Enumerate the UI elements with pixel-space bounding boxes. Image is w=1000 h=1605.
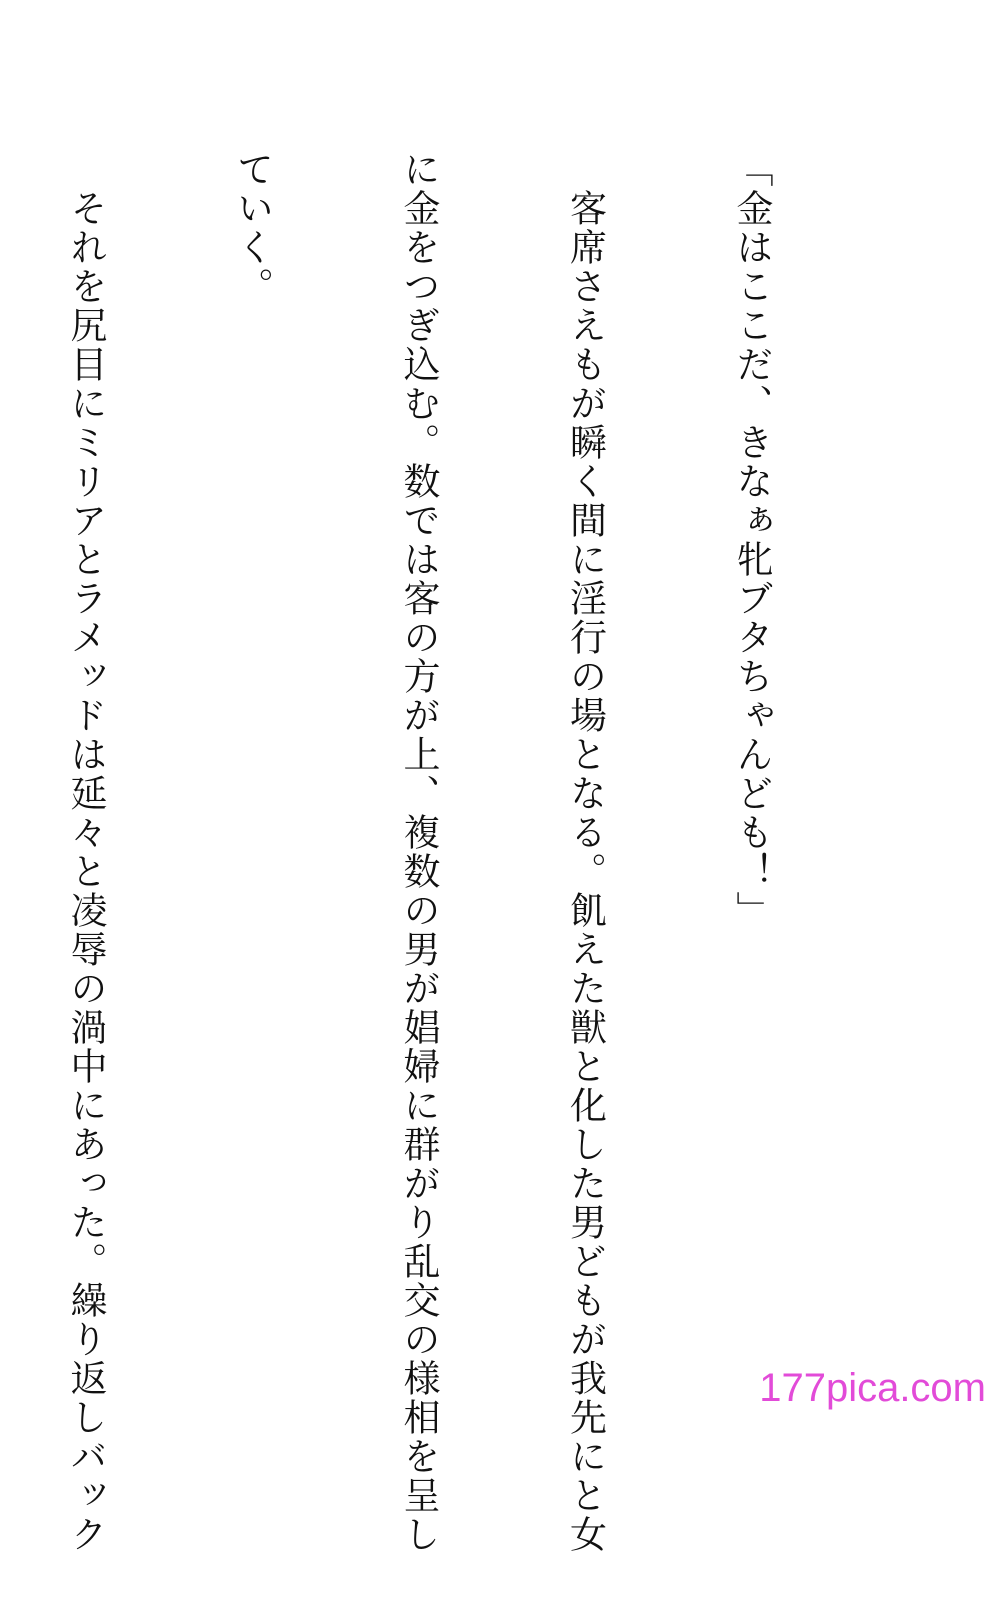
text-line-1: 「金はここだ、きなぁ牝ブタちゃんども！」 bbox=[730, 150, 773, 930]
text-line-3: に金をつぎ込む。数では客の方が上、複数の男が娼婦に群がり乱交の様相を呈し bbox=[397, 150, 440, 1554]
text-line-5: それを尻目にミリアとラメッドは延々と凌辱の渦中にあった。繰り返しバック bbox=[64, 150, 107, 1554]
text-line-4: ていく。 bbox=[230, 150, 274, 306]
site-watermark: 177pica.com bbox=[759, 1366, 986, 1410]
text-line-2: 客席さえもが瞬く間に淫行の場となる。飢えた獣と化した男どもが我先にと女 bbox=[563, 150, 607, 1554]
